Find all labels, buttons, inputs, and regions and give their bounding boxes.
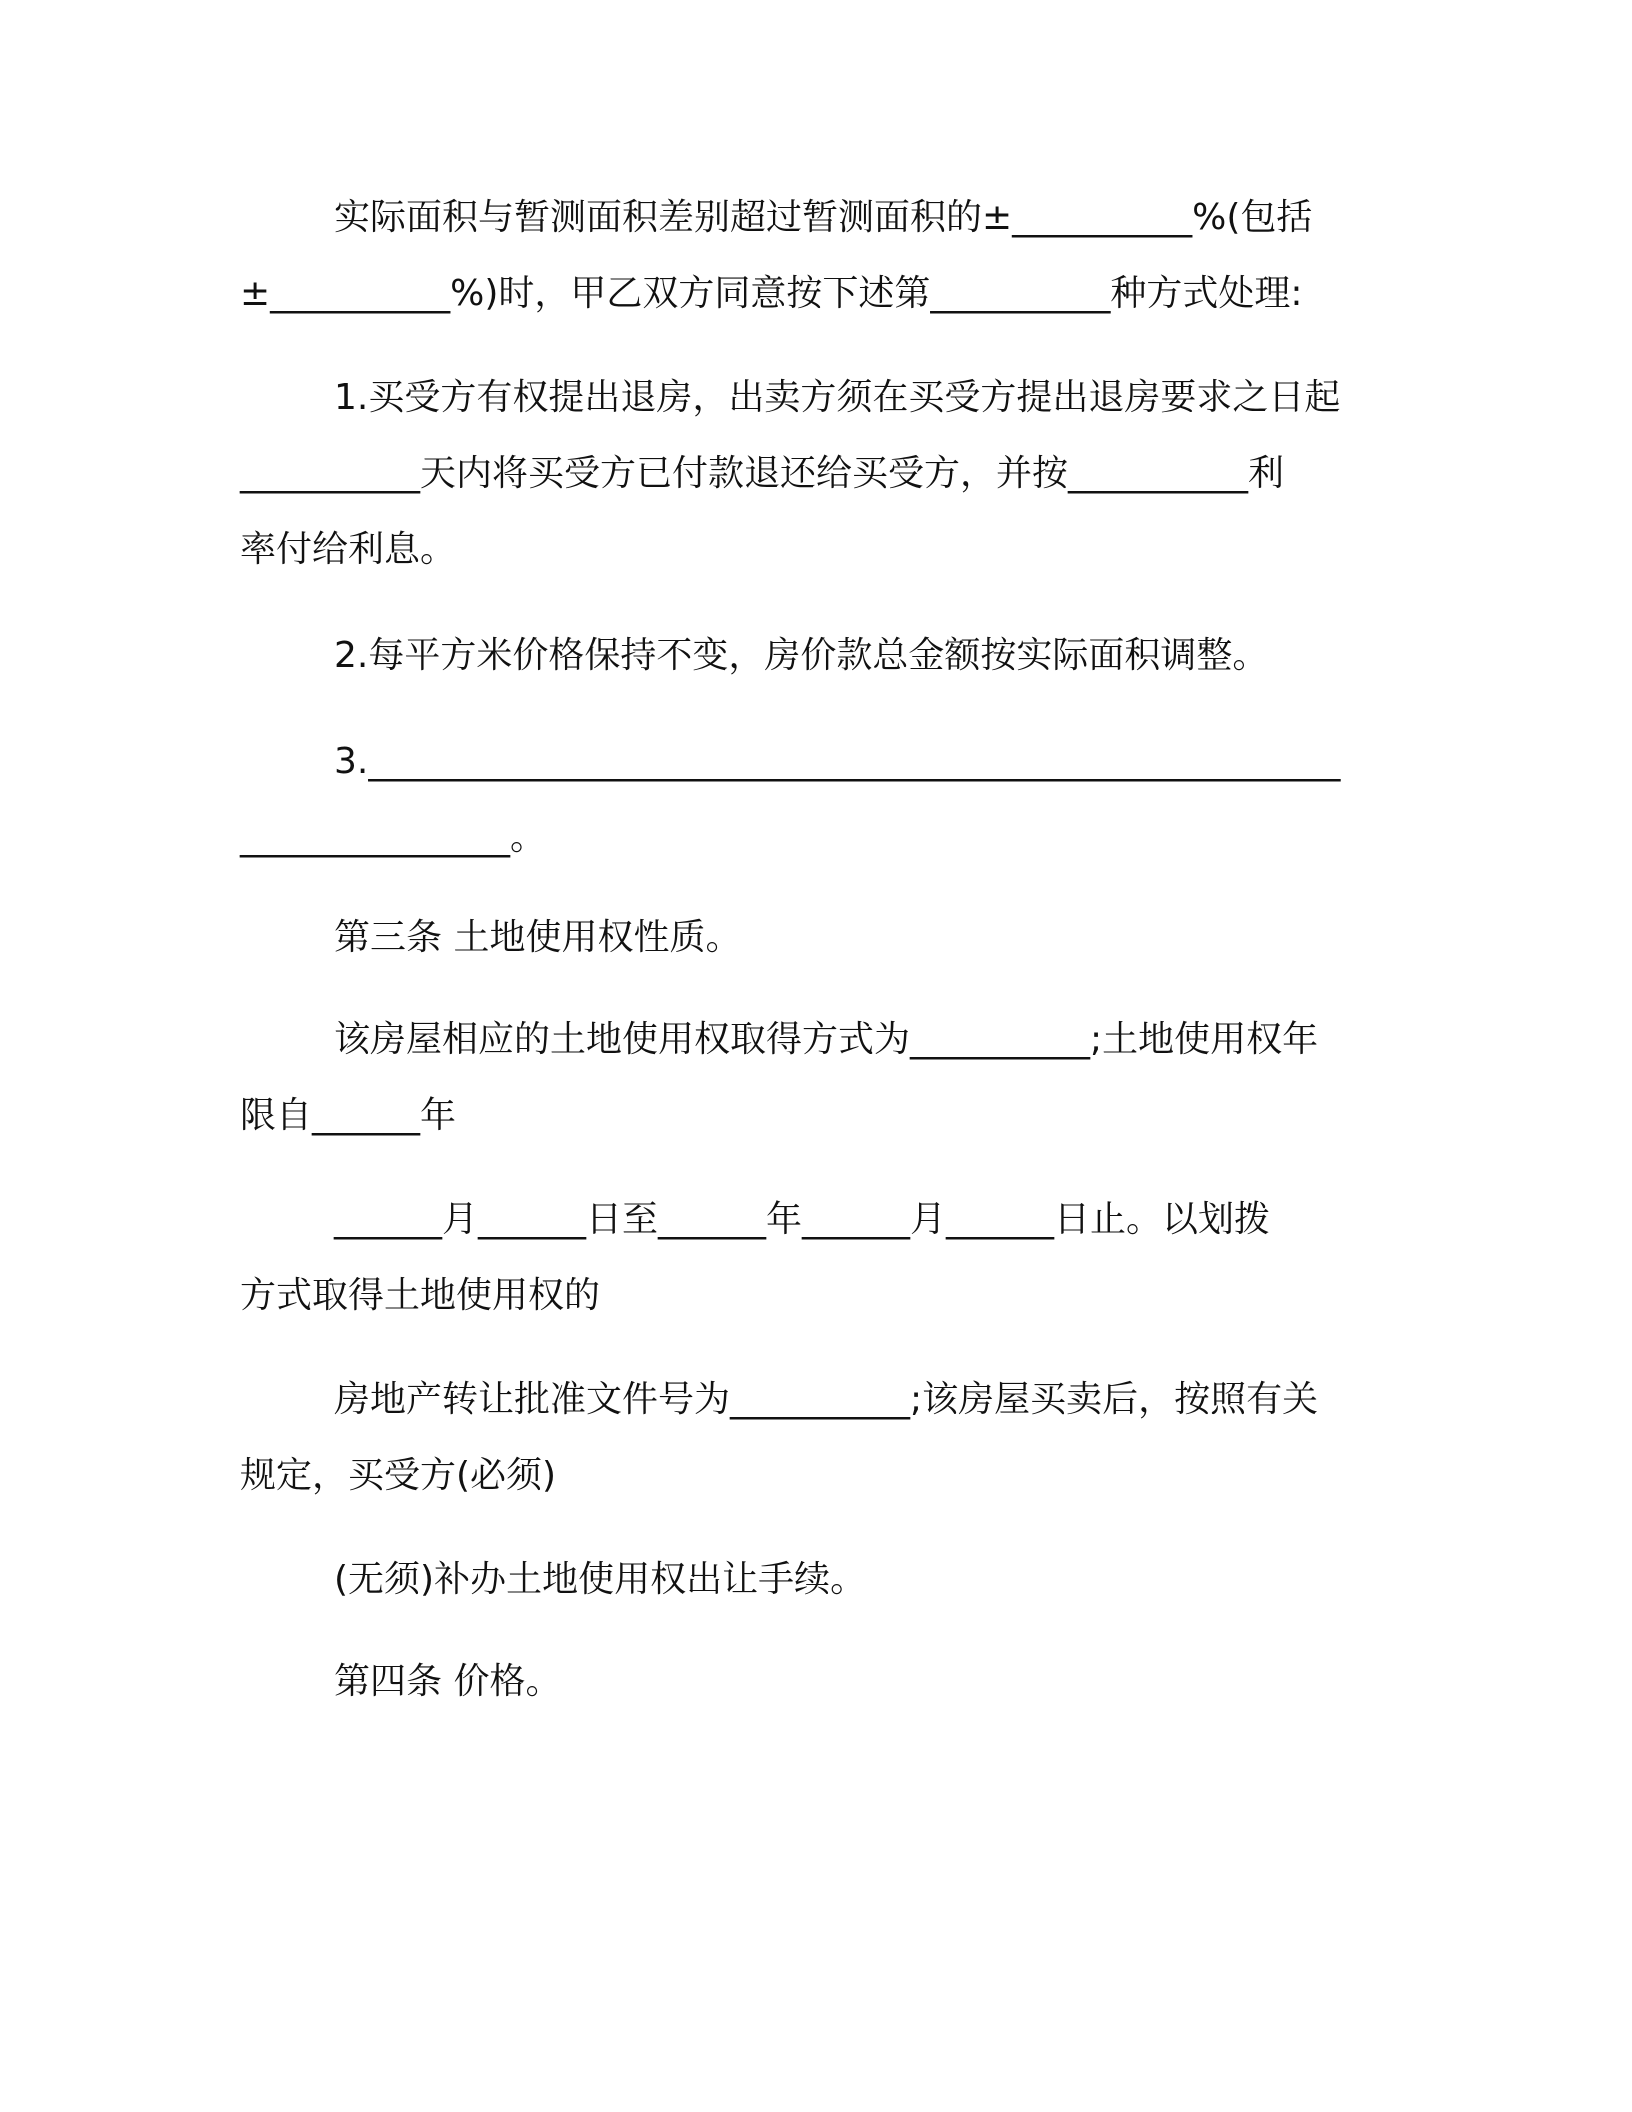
option-1-line-2: __________天内将买受方已付款退还给买受方，并按__________利 (240, 453, 1285, 494)
article-3-heading: 第三条 土地使用权性质。 (334, 917, 742, 958)
land-use-term-line-1: ______月______日至______年______月______日止。以划拨 (334, 1199, 1271, 1240)
paragraph-area-difference-line-2: ±__________%)时，甲乙双方同意按下述第__________种方式处理: (240, 273, 1303, 314)
option-1-line-1: 1.买受方有权提出退房，出卖方须在买受方提出退房要求之日起 (334, 377, 1341, 418)
land-use-term-line-2: 方式取得土地使用权的 (240, 1275, 601, 1316)
option-1-line-3: 率付给利息。 (240, 529, 457, 570)
option-3-line-2: _______________。 (240, 817, 546, 858)
approval-document-line-2: 规定，买受方(必须) (240, 1455, 557, 1496)
article-4-heading: 第四条 价格。 (334, 1661, 562, 1702)
land-use-right-line-2: 限自______年 (240, 1095, 457, 1136)
approval-document-line-1: 房地产转让批准文件号为__________;该房屋买卖后，按照有关 (334, 1379, 1319, 1420)
transfer-procedure-line: (无须)补办土地使用权出让手续。 (334, 1559, 867, 1600)
option-2-line: 2.每平方米价格保持不变，房价款总金额按实际面积调整。 (334, 635, 1269, 676)
paragraph-area-difference-line-1: 实际面积与暂测面积差别超过暂测面积的±__________%(包括 (334, 197, 1313, 238)
option-3-line-1: 3.______________________________________________________ (334, 741, 1341, 782)
land-use-right-line-1: 该房屋相应的土地使用权取得方式为__________;土地使用权年 (334, 1019, 1319, 1060)
